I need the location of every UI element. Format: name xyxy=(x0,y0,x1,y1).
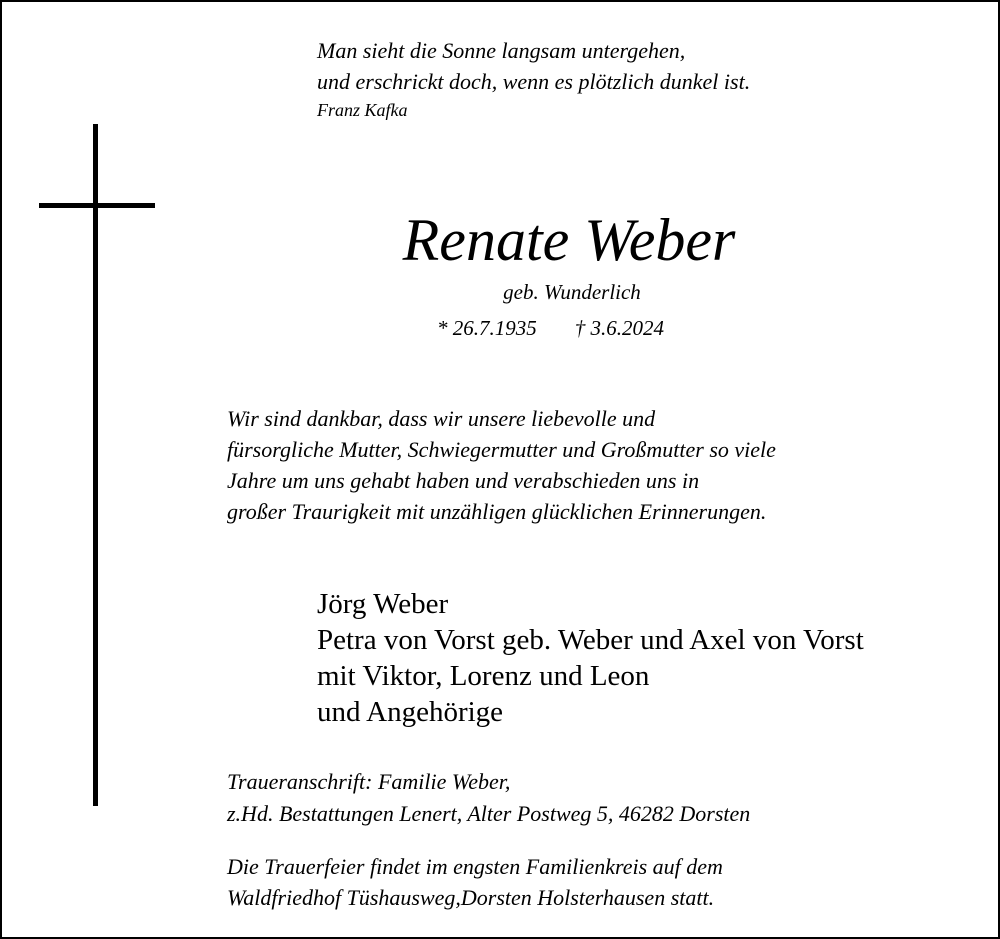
funeral-notice xyxy=(227,851,723,913)
address-line: Traueranschrift: Familie Weber, xyxy=(227,769,511,794)
quote-line: Man sieht die Sonne langsam untergehen, xyxy=(317,38,686,63)
deceased-name: Renate Weber xyxy=(402,207,736,273)
address-line: z.Hd. Bestattungen Lenert, Alter Postweg 5, 46282 Dorsten xyxy=(227,801,751,826)
message-line: Wir sind dankbar, dass wir unsere liebevolle und xyxy=(227,406,656,431)
message-line: fürsorgliche Mutter, Schwiegermutter und Großmutter so viele xyxy=(227,437,776,462)
life-dates xyxy=(437,316,664,341)
birth-date: * 26.7.1935 xyxy=(437,316,537,340)
funeral-line: Waldfriedhof Tüshausweg,Dorsten Holsterhausen statt. xyxy=(227,885,715,910)
maiden-name: geb. Wunderlich xyxy=(503,280,641,304)
funeral-line: Die Trauerfeier findet im engsten Familienkreis auf dem xyxy=(227,854,723,879)
mourner-line: und Angehörige xyxy=(317,696,504,728)
thanks-message xyxy=(227,403,776,527)
mourner-line: Jörg Weber xyxy=(317,588,449,620)
quote-line: und erschrickt doch, wenn es plötzlich dunkel ist. xyxy=(317,69,751,94)
quote-author: Franz Kafka xyxy=(317,100,408,120)
kafka-quote xyxy=(317,35,750,97)
death-date: † 3.6.2024 xyxy=(574,316,664,340)
mourners-list xyxy=(317,586,864,730)
mourning-address xyxy=(227,766,750,830)
message-line: Jahre um uns gehabt haben und verabschieden uns in xyxy=(227,468,700,493)
mourner-line: mit Viktor, Lorenz und Leon xyxy=(317,660,650,692)
mourner-line: Petra von Vorst geb. Weber und Axel von Vorst xyxy=(317,624,864,656)
message-line: großer Traurigkeit mit unzähligen glücklichen Erinnerungen. xyxy=(227,499,767,524)
